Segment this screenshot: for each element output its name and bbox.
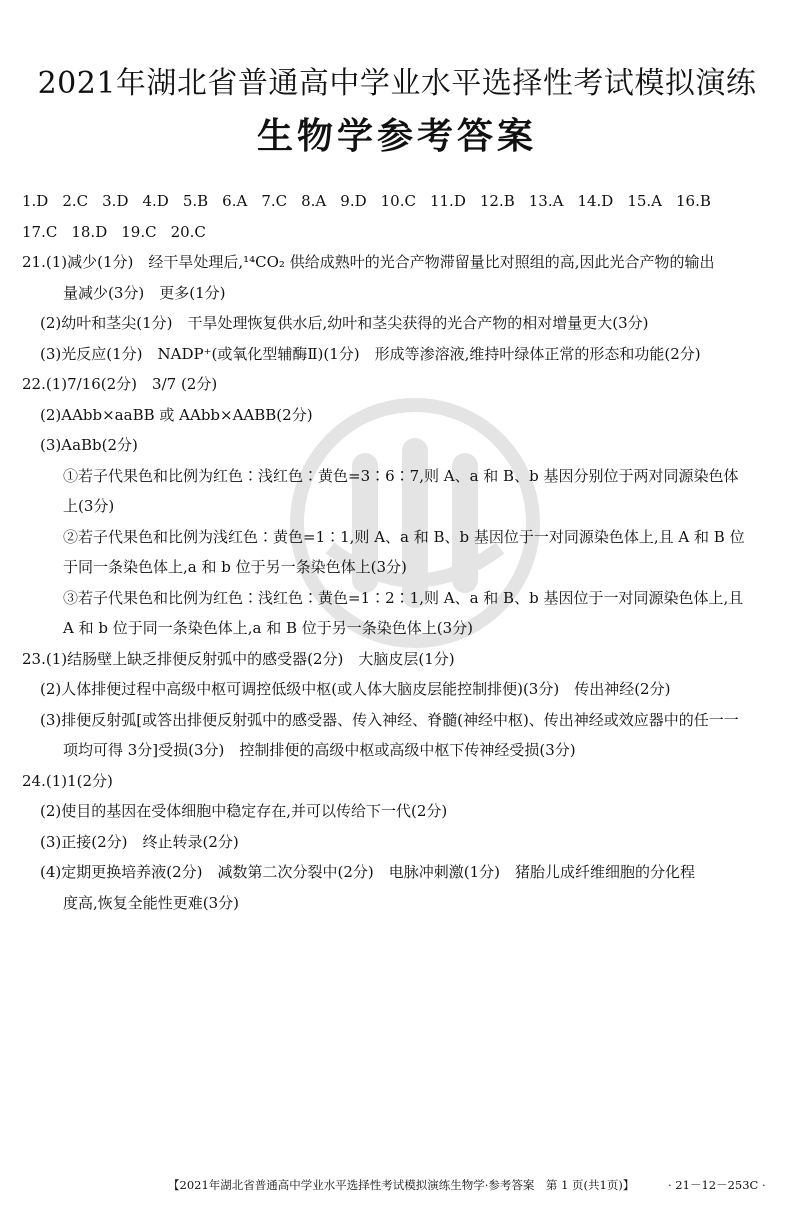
choice-answer: 10.C bbox=[380, 192, 416, 210]
q22-part3: (3)AaBb(2分) bbox=[40, 436, 138, 454]
choice-answer: 4.D bbox=[142, 192, 169, 210]
choice-answer: 16.B bbox=[676, 192, 711, 210]
choice-answers-row-2 bbox=[22, 217, 778, 248]
choice-answer: 3.D bbox=[102, 192, 129, 210]
choice-answer: 1.D bbox=[22, 192, 49, 210]
choice-answer: 6.A bbox=[222, 192, 248, 210]
q24-part3: (3)正接(2分) 终止转录(2分) bbox=[40, 832, 239, 851]
q23-part2: (2)人体排便过程中高级中枢可调控低级中枢(或人体大脑皮层能控制排便)(3分) 传出神经(2分) bbox=[40, 680, 671, 698]
q22-case2-cont: 于同一条染色体上,a 和 b 位于另一条染色体上(3分) bbox=[63, 558, 407, 576]
choice-answer: 17.C bbox=[22, 222, 58, 241]
choice-answers-row-1 bbox=[22, 186, 778, 217]
q22-case3: ③若子代果色和比例为红色∶浅红色∶黄色=1∶2∶1,则 A、a 和 B、b 基因位于一对同源染色体上,且 bbox=[63, 588, 744, 607]
q23-part3-cont: 项均可得 3分]受损(3分) 控制排便的高级中枢或高级中枢下传神经受损(3分) bbox=[63, 741, 576, 759]
q23-part1: 23.(1)结肠壁上缺乏排便反射弧中的感受器(2分) 大脑皮层(1分) bbox=[22, 649, 455, 668]
choice-answer: 15.A bbox=[627, 192, 663, 210]
choice-answer: 8.A bbox=[301, 192, 327, 210]
page-title: 2021年湖北省普通高中学业水平选择性考试模拟演练 bbox=[37, 66, 757, 101]
q24-part2: (2)使目的基因在受体细胞中稳定存在,并可以传给下一代(2分) bbox=[40, 802, 448, 820]
choice-answer: 2.C bbox=[62, 192, 89, 210]
q21-part1-cont: 量减少(3分) 更多(1分) bbox=[63, 283, 226, 302]
q21-part2: (2)幼叶和茎尖(1分) 干旱处理恢复供水后,幼叶和茎尖获得的光合产物的相对增量更大(3分) bbox=[40, 314, 649, 332]
footer-code: · 21－12－253C · bbox=[668, 1178, 766, 1192]
choice-answer: 12.B bbox=[479, 192, 515, 210]
page-subtitle: 生物学参考答案 bbox=[256, 115, 537, 157]
q24-part4-cont: 度高,恢复全能性更难(3分) bbox=[63, 893, 240, 912]
choice-answer: 18.D bbox=[71, 222, 108, 241]
q24-part1: 24.(1)1(2分) bbox=[22, 771, 113, 790]
footer-text: 【2021年湖北省普通高中学业水平选择性考试模拟演练生物学·参考答案 第 1 页(共1页)】 bbox=[168, 1178, 635, 1192]
choice-answer: 7.C bbox=[261, 192, 288, 210]
q21-part3: (3)光反应(1分) NADP⁺(或氧化型辅酶Ⅱ)(1分) 形成等渗溶液,维持叶绿体正常的形态和功能(2分) bbox=[40, 344, 701, 363]
choice-answer: 14.D bbox=[577, 192, 614, 210]
answer-content bbox=[22, 186, 778, 918]
choice-answer: 20.C bbox=[170, 222, 206, 241]
choice-answer: 19.C bbox=[121, 222, 157, 241]
choice-answer: 13.A bbox=[528, 192, 564, 210]
q23-part3: (3)排便反射弧[或答出排便反射弧中的感受器、传入神经、脊髓(神经中枢)、传出神经或效应器中的任一一 bbox=[40, 710, 739, 729]
q22-case3-cont: A 和 b 位于同一条染色体上,a 和 B 位于另一条染色体上(3分) bbox=[63, 619, 474, 637]
q22-case1-cont: 上(3分) bbox=[63, 497, 115, 515]
q21-part1: 21.(1)减少(1分) 经干旱处理后,¹⁴CO₂ 供给成熟叶的光合产物滞留量比对照组的高,因此光合产物的输出 bbox=[22, 253, 715, 271]
q22-part2: (2)AAbb×aaBB 或 AAbb×AABB(2分) bbox=[40, 405, 313, 424]
q22-part1: 22.(1)7/16(2分) 3/7 (2分) bbox=[22, 375, 218, 393]
choice-answer: 11.D bbox=[429, 192, 466, 210]
q24-part4: (4)定期更换培养液(2分) 减数第二次分裂中(2分) 电脉冲刺激(1分) 猪胎儿成纤维细胞的分化程 bbox=[40, 863, 695, 881]
q22-case1: ①若子代果色和比例为红色∶浅红色∶黄色=3∶6∶7,则 A、a 和 B、b 基因分别位于两对同源染色体 bbox=[63, 466, 739, 485]
choice-answer: 9.D bbox=[340, 192, 367, 210]
q22-case2: ②若子代果色和比例为浅红色∶黄色=1∶1,则 A、a 和 B、b 基因位于一对同源染色体上,且 A 和 B 位 bbox=[63, 527, 745, 546]
choice-answer: 5.B bbox=[182, 192, 209, 210]
